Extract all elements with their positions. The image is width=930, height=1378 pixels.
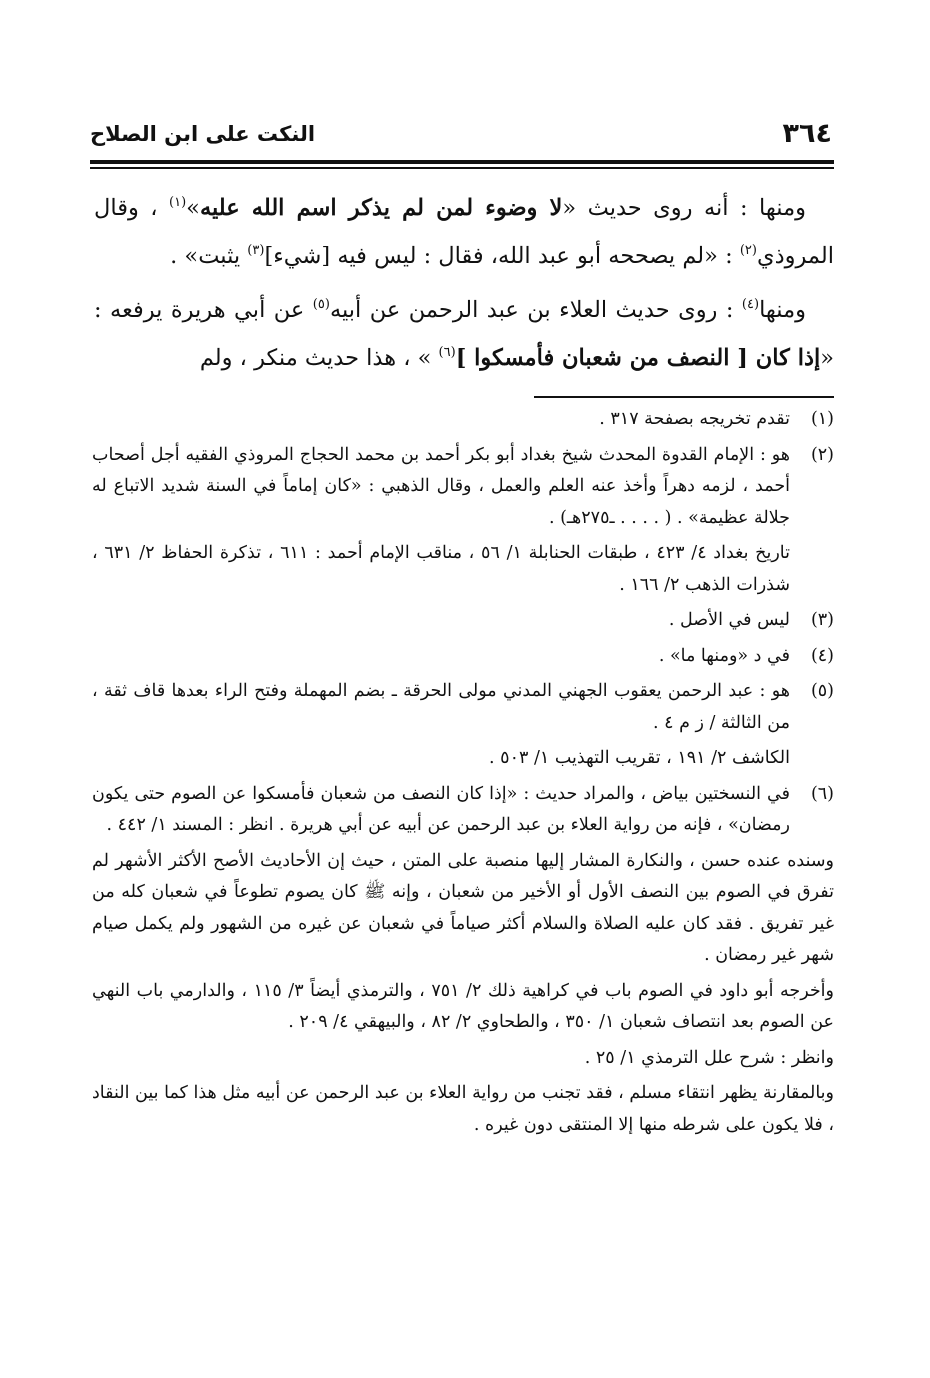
paragraph-2 [94,286,834,382]
footnote-text: وسنده عنده حسن ، والنكارة المشار إليها منصبة على المتن ، حيث إن الأحاديث الأصح الأكثر الأشهر لم تفرق في الصوم بين النصف الأول أو الأخير من شعبان ، وإنه ﷺ كان يصوم تطوعاً في شعبان كله من غير تفريق . فقد كان عليه الصلاة والسلام أكثر صياماً في شعبان عن غيره من الشهور ولم يكمل صيام شهر غير رمضان . [92,850,834,965]
footnote-ref-1[interactable]: (١) [169,195,187,210]
quote-text: لم يصححه أبو عبد الله، فقال : ليس فيه [شيء] [264,243,705,269]
footnote-text: وأخرجه أبو داود في الصوم باب في كراهية ذلك ٢/ ٧٥١ ، والترمذي أيضاً ٣/ ١١٥ ، والدارمي باب النهي عن الصوم بعد انتصاف شعبان ١/ ٣٥٠ ، والطحاوي ٢/ ٨٢ ، والبيهقي ٤/ ٢٠٩ . [92,980,834,1032]
footnote-number: (١) [810,409,834,429]
running-header [90,118,832,154]
footnote-1 [92,404,834,436]
footnote-text: هو : عبد الرحمن يعقوب الجهني المدني مولى الحرقة ـ بضم المهملة وفتح الراء بعدها قاف ثقة ، من الثالثة / ز م ٤ . [92,681,790,733]
footnotes [92,404,834,1145]
footnote-number: (٢) [810,444,834,465]
hadith-quote: لا وضوء لمن لم يذكر اسم الله عليه [199,195,563,221]
footnote-5 [92,676,834,775]
footnote-text: الكاشف ٢/ ١٩١ ، تقريب التهذيب ١/ ٥٠٣ . [489,748,790,768]
footnote-6 [92,779,834,842]
footnote-ref-5[interactable]: (٥) [312,297,330,312]
footnote-text: وبالمقارنة يظهر انتقاء مسلم ، فقد تجنب من رواية العلاء بن عبد الرحمن عن أبيه مثل هذا كما بين النقاد ، فلا يكون على شرطه منها إلا المنتقى دون غيره . [92,1083,834,1135]
footnote-6-continuation [92,846,834,1142]
footnote-separator [534,396,834,398]
header-rule [90,160,834,164]
footnote-ref-4[interactable]: (٤) [741,297,760,312]
header-rule-thin [90,167,834,169]
text-run: : روى حديث العلاء بن عبد الرحمن عن أبيه [329,297,742,323]
text-run: عن أبي هريرة يرفعه : « [94,297,834,371]
paragraph-1 [94,184,834,280]
footnote-text: في النسختين بياض ، والمراد حديث : «إذا كان النصف من شعبان فأمسكوا عن الصوم حتى يكون رمضان» ، فإنه من رواية العلاء بن عبد الرحمن عن أبيه عن أبي هريرة . انظر : المسند ١/ ٤٤٢ . [92,783,790,835]
footnote-text: تاريخ بغداد ٤/ ٤٢٣ ، طبقات الحنابلة ١/ ٥٦ ، مناقب الإمام أحمد : ٦١١ ، تذكرة الحفاظ ٢/ ٦٣١ ، شذرات الذهب ٢/ ١٦٦ . [92,543,790,595]
footnote-text: في د «ومنها ما» . [658,645,790,666]
text-run: ، وقال المروذي [94,195,834,269]
footnote-text: هو : الإمام القدوة المحدث شيخ بغداد أبو بكر أحمد بن محمد الحجاج المروذي الفقيه أجل أصحاب أحمد ، لزمه دهراً وأخذ عنه العلم والعمل ، وقال الذهبي : «كان إماماً في السنة شديد الاتباع له جلالة عظيمة» . ( . . . . ـ٢٧٥هـ) . [92,444,790,528]
footnote-ref-3[interactable]: (٣) [247,243,265,258]
text-run: ومنها : أنه روى حديث « [562,195,806,221]
footnote-4 [92,641,834,673]
text-run: » ، هذا حديث منكر ، ولم [199,345,439,371]
running-title: النكت على ابن الصلاح [90,122,316,146]
footnote-2 [92,440,834,602]
footnote-ref-2[interactable]: (٢) [739,243,757,258]
text-run: ومنها [759,297,806,323]
hadith-quote: إذا كان [ النصف من شعبان فأمسكوا ] [455,345,821,371]
footnote-ref-6[interactable]: (٦) [438,345,456,360]
text-run: : « [704,243,740,269]
footnote-number: (٦) [810,783,834,804]
text-run: » [186,195,200,221]
footnote-text: ليس في الأصل . [668,610,790,630]
footnote-3 [92,605,834,637]
page-number: ٣٦٤ [782,118,832,149]
footnote-number: (٥) [810,681,834,701]
footnote-number: (٣) [810,610,834,630]
text-run: يثبت» . [170,243,248,269]
footnote-text: تقدم تخريجه بصفحة ٣١٧ . [599,409,790,429]
main-text [94,184,834,388]
footnote-number: (٤) [810,645,834,666]
footnote-text: وانظر : شرح علل الترمذي ١/ ٢٥ . [584,1047,834,1068]
